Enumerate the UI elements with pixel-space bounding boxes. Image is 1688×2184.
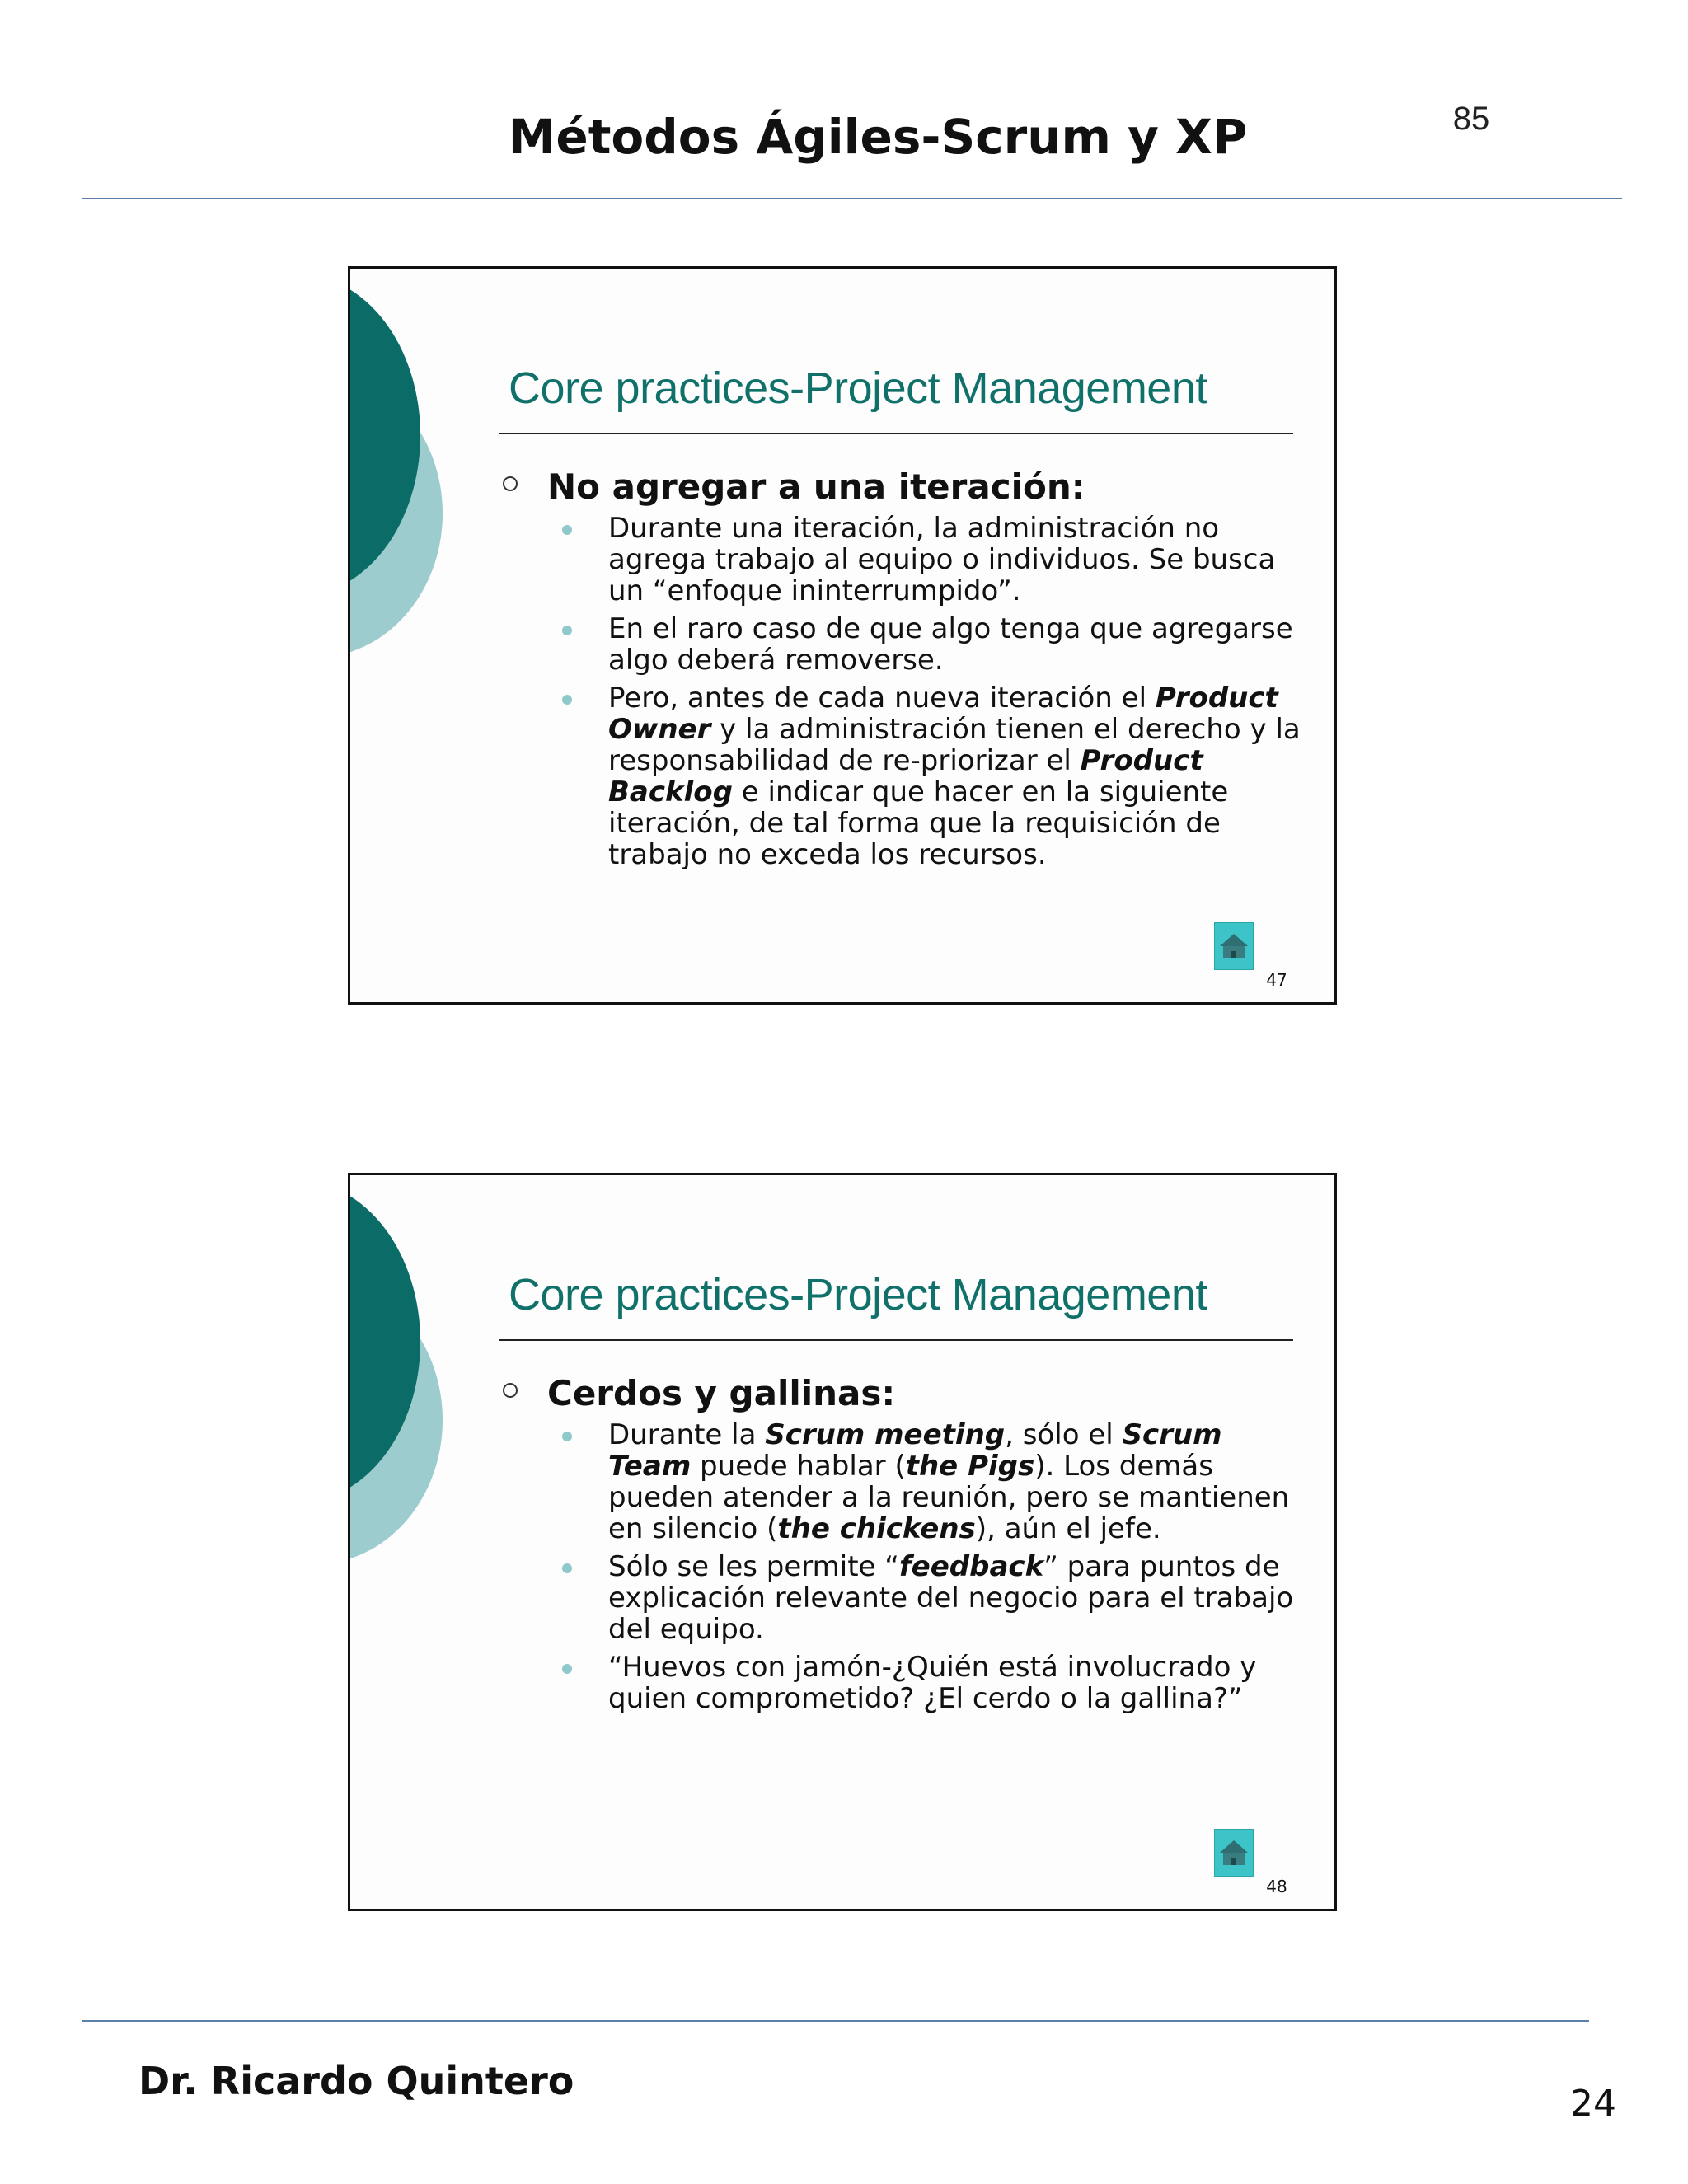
list-item: [559, 1652, 1301, 1714]
page-number-bottom: 24: [1570, 2083, 1616, 2125]
bullet-text: , sólo el: [1005, 1418, 1123, 1451]
home-button[interactable]: [1214, 922, 1254, 970]
slide-title-divider: [499, 1339, 1293, 1341]
bullet-text: ” para puntos de explicación relevante del negocio para el trabajo del equipo.: [608, 1550, 1294, 1646]
list-item: [559, 1419, 1301, 1544]
emphasis-text: Scrum Team: [608, 1418, 1222, 1483]
hollow-circle-bullet-icon: [503, 476, 518, 491]
footer-divider: [82, 2020, 1589, 2022]
bullet-text: “Huevos con jamón-¿Quién está involucrado y quien comprometido? ¿El cerdo o la gallina?”: [608, 1651, 1257, 1715]
emphasis-text: the Pigs: [905, 1450, 1035, 1483]
home-icon: [1215, 1830, 1253, 1876]
dot-bullet-icon: [562, 626, 572, 635]
bullet-text: puede hablar (: [691, 1450, 906, 1483]
main-bullet-text: Cerdos y gallinas:: [547, 1373, 896, 1413]
bullet-text: e indicar que hacer en la siguiente iteración, de tal forma que la requisición de trabajo no exceda los recursos.: [608, 776, 1229, 871]
slide-48: [348, 1173, 1337, 1911]
bullet-text: Durante una iteración, la administración no agrega trabajo al equipo o individuos. Se busca un “enfoque ininterrumpido”.: [608, 512, 1276, 607]
slide-title-divider: [499, 433, 1293, 434]
emphasis-text: the chickens: [777, 1512, 976, 1545]
sub-bullet-list: [559, 1419, 1301, 1721]
emphasis-text: Product Backlog: [608, 744, 1203, 808]
bullet-text: ). Los demás pueden atender a la reunión, pero se mantienen en silencio (: [608, 1450, 1290, 1545]
bullet-text: Durante la: [608, 1418, 766, 1451]
decorative-circles: [348, 1173, 455, 1560]
dot-bullet-icon: [562, 1432, 572, 1441]
dot-bullet-icon: [562, 1563, 572, 1573]
header-divider: [82, 198, 1622, 199]
emphasis-text: feedback: [898, 1550, 1044, 1583]
page-title: Métodos Ágiles-Scrum y XP: [508, 109, 1248, 165]
main-bullet: [503, 1373, 895, 1413]
emphasis-text: Scrum meeting: [765, 1418, 1006, 1451]
slide-number: 48: [1266, 1877, 1287, 1896]
bullet-text: Sólo se les permite “: [608, 1550, 899, 1583]
list-item: [559, 613, 1301, 676]
dot-bullet-icon: [562, 525, 572, 535]
page-number-top: 85: [1452, 101, 1490, 137]
sub-bullet-list: [559, 513, 1301, 877]
bullet-text: Pero, antes de cada nueva iteración el: [608, 682, 1156, 715]
list-item: [559, 682, 1301, 870]
list-item: [559, 1551, 1301, 1645]
home-icon: [1215, 923, 1253, 969]
bullet-text: En el raro caso de que algo tenga que agregarse algo deberá removerse.: [608, 612, 1293, 677]
author-name: Dr. Ricardo Quintero: [138, 2059, 574, 2103]
decorative-circles: [348, 266, 455, 654]
hollow-circle-bullet-icon: [503, 1383, 518, 1398]
slide-number: 47: [1266, 970, 1287, 990]
main-bullet-text: No agregar a una iteración:: [547, 466, 1085, 507]
emphasis-text: Product Owner: [608, 682, 1278, 746]
dot-bullet-icon: [562, 695, 572, 705]
slide-47: [348, 266, 1337, 1005]
dot-bullet-icon: [562, 1664, 572, 1674]
bullet-text: ), aún el jefe.: [975, 1512, 1161, 1545]
bullet-text: y la administración tienen el derecho y la responsabilidad de re-priorizar el: [608, 713, 1301, 777]
slide-title: Core practices-Project Management: [509, 1270, 1207, 1319]
main-bullet: [503, 466, 1085, 507]
slide-title: Core practices-Project Management: [509, 363, 1207, 413]
list-item: [559, 513, 1301, 607]
home-button[interactable]: [1214, 1829, 1254, 1877]
